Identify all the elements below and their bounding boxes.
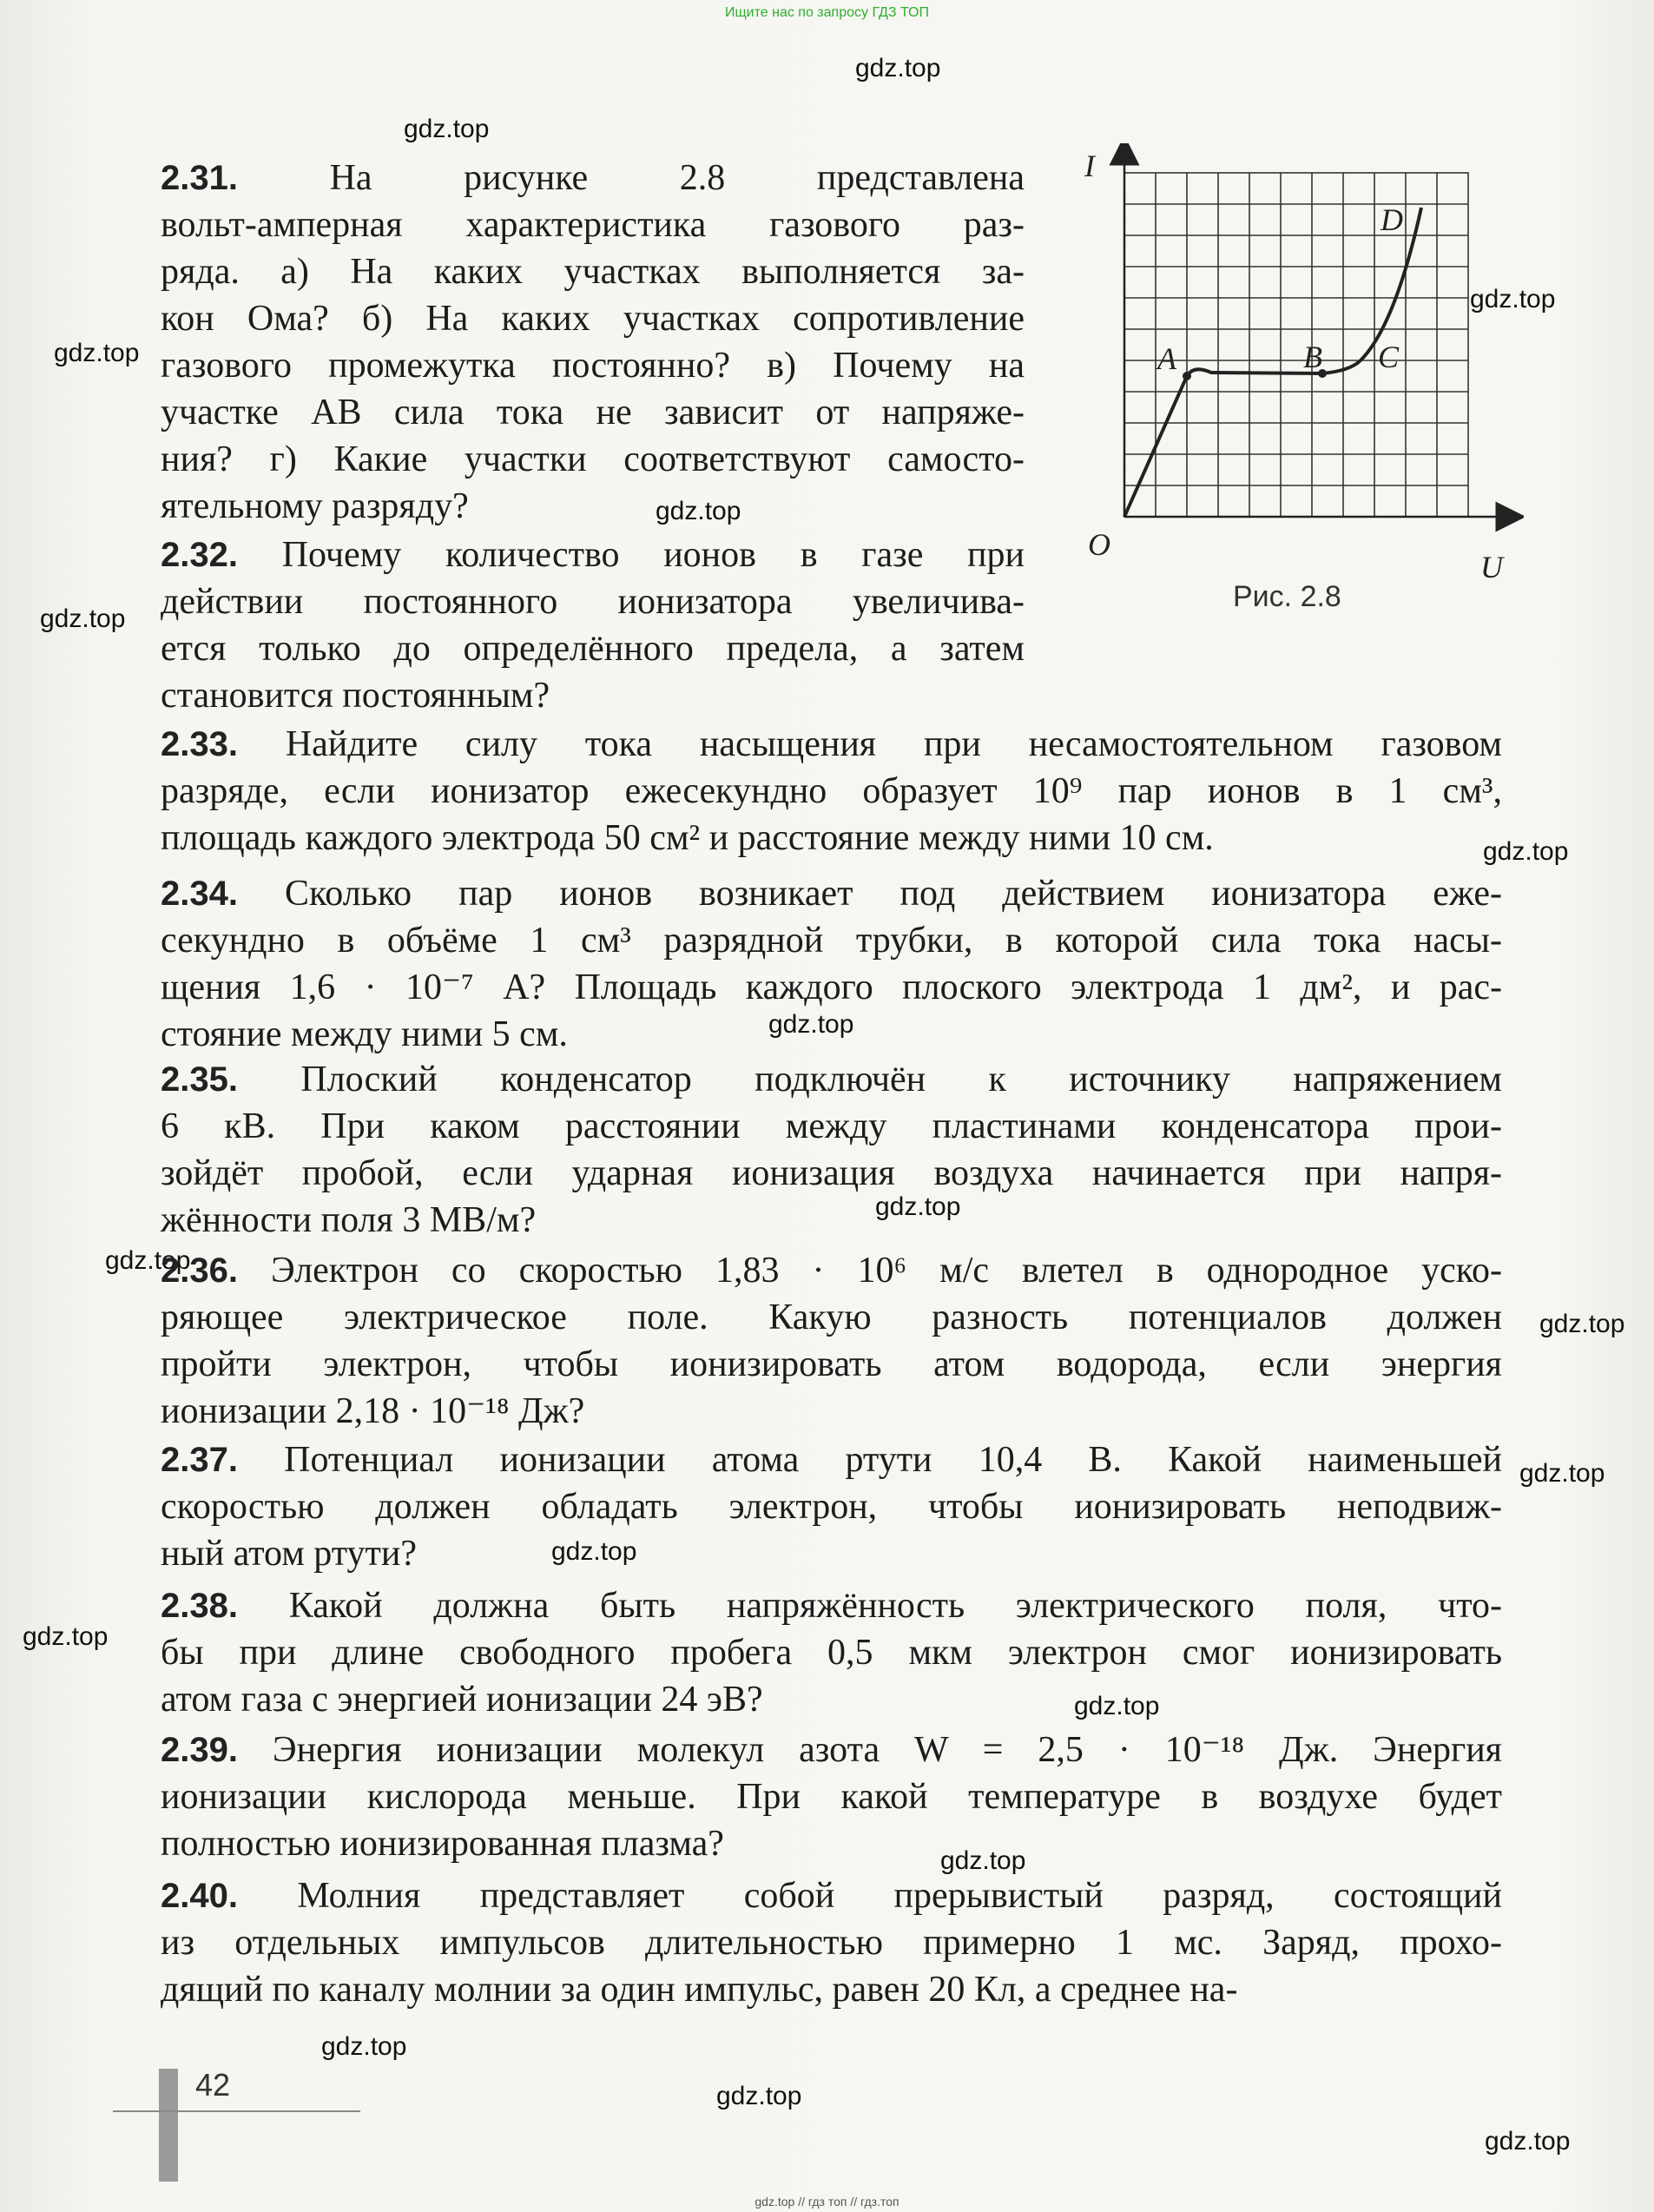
- problem-line: 6 кВ. При каком расстоянии между пластинами конденсатора прои-: [161, 1106, 1502, 1146]
- watermark: gdz.top: [1519, 1459, 1605, 1488]
- problem-number: 2.34.: [161, 875, 238, 913]
- point-label-d: D: [1381, 202, 1403, 237]
- problem-2-36: [161, 1247, 1502, 1435]
- watermark: gdz.top: [1483, 837, 1569, 866]
- problem-line: 2.37. Потенциал ионизации атома ртути 10,4 В. Какой наименьшей: [161, 1440, 1502, 1480]
- problem-line: действии постоянного ионизатора увеличива-: [161, 582, 1025, 622]
- problem-line: 2.40. Молния представляет собой прерывистый разряд, состоящий: [161, 1876, 1503, 1916]
- watermark: gdz.top: [404, 115, 490, 143]
- problem-line: 2.32. Почему количество ионов в газе при: [161, 535, 1025, 575]
- problem-line: 2.39. Энергия ионизации молекул азота W = 2,5 · 10⁻¹⁸ Дж. Энергия: [161, 1730, 1502, 1770]
- point-label-b: B: [1303, 340, 1322, 374]
- problem-2-31: [161, 155, 1025, 530]
- problem-line: ется только до определённого предела, а затем: [161, 629, 1025, 669]
- problem-line: 2.34. Сколько пар ионов возникает под действием ионизатора еже-: [161, 874, 1502, 914]
- problem-line: жённости поля 3 МВ/м?: [161, 1200, 537, 1240]
- problem-line: зойдёт пробой, если ударная ионизация воздуха начинается при напря-: [161, 1153, 1502, 1193]
- problem-2-38: [161, 1582, 1502, 1723]
- problem-line: ряда. а) На каких участках выполняется за-: [161, 252, 1025, 292]
- watermark: gdz.top: [1074, 1692, 1160, 1720]
- problem-number: 2.35.: [161, 1060, 238, 1099]
- watermark: gdz.top: [656, 497, 741, 525]
- problem-number: 2.36.: [161, 1251, 238, 1290]
- problem-number: 2.32.: [161, 536, 238, 574]
- problem-number: 2.39.: [161, 1731, 238, 1769]
- problem-line: разряде, если ионизатор ежесекундно образует 10⁹ пар ионов в 1 см³,: [161, 771, 1502, 811]
- watermark: gdz.top: [1470, 285, 1556, 314]
- footer-links[interactable]: gdz.top // гдз топ // гдз.топ: [755, 2195, 899, 2209]
- problem-line: становится постоянным?: [161, 676, 550, 716]
- problem-line: секундно в объёме 1 см³ разрядной трубки, в которой сила тока насы-: [161, 921, 1502, 961]
- problem-line: из отдельных импульсов длительностью примерно 1 мс. Заряд, прохо-: [161, 1923, 1502, 1963]
- axis-label-i: I: [1084, 149, 1095, 183]
- problem-line: щения 1,6 · 10⁻⁷ А? Площадь каждого плоского электрода 1 дм², и рас-: [161, 967, 1502, 1007]
- figure-caption: Рис. 2.8: [1233, 580, 1341, 613]
- problem-line: 2.35. Плоский конденсатор подключён к источнику напряжением: [161, 1060, 1502, 1099]
- problem-line: бы при длине свободного пробега 0,5 мкм электрон смог ионизировать: [161, 1633, 1502, 1673]
- watermark: gdz.top: [321, 2032, 407, 2061]
- problem-line: ятельному разряду?: [161, 486, 469, 526]
- page-number-rule: [113, 2110, 360, 2112]
- problem-line: ионизации кислорода меньше. При какой температуре в воздухе будет: [161, 1777, 1502, 1817]
- problem-2-32: [161, 532, 1025, 719]
- figure-2-8-volt-ampere-graph: [1072, 143, 1524, 612]
- top-banner[interactable]: Ищите нас по запросу ГДЗ ТОП: [725, 5, 929, 20]
- problem-2-34: [161, 870, 1502, 1058]
- problem-line: ряющее электрическое поле. Какую разность потенциалов должен: [161, 1297, 1502, 1337]
- problem-line: участке AB сила тока не зависит от напряже-: [161, 393, 1025, 432]
- problem-number: 2.38.: [161, 1587, 238, 1625]
- problem-number: 2.40.: [161, 1877, 238, 1915]
- page-number: 42: [195, 2067, 231, 2103]
- problem-line: ный атом ртути?: [161, 1534, 418, 1574]
- problem-2-40: [161, 1872, 1502, 2013]
- watermark: gdz.top: [105, 1246, 191, 1275]
- problem-line: кон Ома? б) На каких участках сопротивление: [161, 299, 1025, 339]
- problem-2-39: [161, 1727, 1502, 1867]
- axis-label-u: U: [1480, 550, 1503, 584]
- problem-2-37: [161, 1436, 1502, 1577]
- watermark: gdz.top: [23, 1622, 109, 1651]
- point-label-a: A: [1157, 341, 1176, 376]
- problem-line: ния? г) Какие участки соответствуют самосто-: [161, 439, 1025, 479]
- problem-line: атом газа с энергией ионизации 24 эВ?: [161, 1680, 763, 1720]
- problem-line: 2.36. Электрон со скоростью 1,83 · 10⁶ м/с влетел в однородное уско-: [161, 1251, 1503, 1291]
- problem-line: площадь каждого электрода 50 см² и расстояние между ними 10 см.: [161, 818, 1214, 858]
- watermark: gdz.top: [40, 604, 126, 633]
- origin-label: O: [1088, 527, 1110, 562]
- watermark: gdz.top: [768, 1010, 854, 1039]
- problem-line: пройти электрон, чтобы ионизировать атом водорода, если энергия: [161, 1344, 1502, 1384]
- problem-2-35: [161, 1056, 1502, 1244]
- watermark: gdz.top: [1539, 1310, 1625, 1338]
- problem-line: 2.33. Найдите силу тока насыщения при несамостоятельном газовом: [161, 724, 1503, 764]
- watermark: gdz.top: [855, 54, 941, 83]
- problem-line: скоростью должен обладать электрон, чтобы ионизировать неподвиж-: [161, 1487, 1502, 1527]
- point-a-dot: [1183, 372, 1191, 380]
- problem-number: 2.33.: [161, 725, 238, 763]
- watermark: gdz.top: [54, 339, 140, 367]
- watermark: gdz.top: [875, 1192, 961, 1221]
- problem-number: 2.31.: [161, 159, 238, 197]
- watermark: gdz.top: [940, 1846, 1026, 1875]
- watermark: gdz.top: [1485, 2127, 1571, 2156]
- problem-line: 2.38. Какой должна быть напряжённость электрического поля, что-: [161, 1586, 1503, 1626]
- problem-line: стояние между ними 5 см.: [161, 1014, 568, 1054]
- problem-line: дящий по каналу молнии за один импульс, равен 20 Кл, а среднее на-: [161, 1970, 1238, 2010]
- problem-2-33: [161, 721, 1502, 862]
- problem-line: полностью ионизированная плазма?: [161, 1824, 724, 1864]
- watermark: gdz.top: [551, 1537, 637, 1566]
- problem-line: 2.31. На рисунке 2.8 представлена: [161, 158, 1025, 198]
- problem-line: вольт-амперная характеристика газового раз-: [161, 205, 1025, 245]
- problem-line: газового промежутка постоянно? в) Почему на: [161, 346, 1025, 386]
- problem-number: 2.37.: [161, 1441, 238, 1479]
- watermark: gdz.top: [716, 2082, 802, 2110]
- problem-line: ионизации 2,18 · 10⁻¹⁸ Дж?: [161, 1391, 585, 1431]
- point-label-c: C: [1378, 340, 1400, 374]
- page-number-bar: [159, 2069, 178, 2182]
